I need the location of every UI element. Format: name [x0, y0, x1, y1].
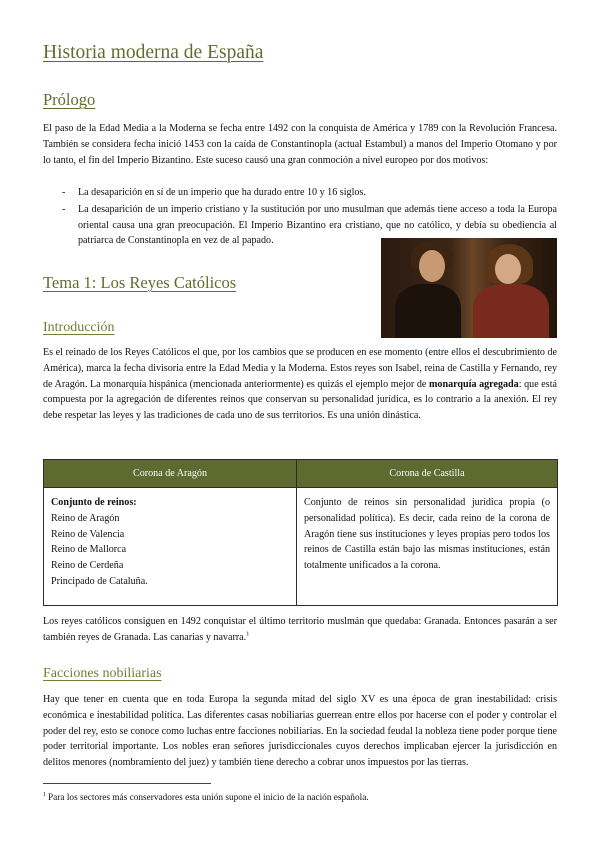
prologo-paragraph: El paso de la Edad Media a la Moderna se fecha entre 1492 con la conquista de América y 1789 con la Revolución Francesa. También se considera fecha inició 1453 con la caída de Constantinopla (actual Estambul) a manos del Imperio Otomano y por lo tanto, el fin del Imperio Bizantino. Este suceso causó una gran conmoción a nivel europeo por dos motivos: [43, 123, 557, 166]
list-item: Principado de Cataluña. [51, 575, 148, 587]
table-header-castilla: Corona de Castilla [297, 460, 558, 488]
bullet-marker: - [62, 187, 66, 198]
after-table-text: Los reyes católicos consiguen en 1492 conquistar el último territorio muslmán que quedaba: Granada. Entonces pasarán a ser también reyes de Granada. Las canarias y navarra. [43, 616, 557, 643]
footnote [43, 791, 369, 807]
document-title: Historia moderna de España [43, 42, 264, 63]
conjunto-reinos-title: Conjunto de reinos: [51, 497, 137, 508]
bullet-marker: - [62, 203, 66, 215]
bullet-text: La desaparición en sí de un imperio que ha durado entre 10 y 16 siglos. [78, 187, 366, 198]
list-item [43, 185, 557, 201]
list-item: Reino de Aragón [51, 512, 120, 524]
intro-text-part: : que está compuesta por la agregación de diferentes reinos que conservan su personalidad jurídica, es lo contrario a la anexión. El rey debe respetar las leyes y las tradiciones de cada uno de sus territorios. Es una unión dinástica. [43, 378, 557, 422]
table-header-aragon: Corona de Aragón [44, 460, 297, 488]
introduccion-paragraph [43, 345, 557, 424]
after-table-paragraph [43, 614, 557, 646]
facciones-paragraph: Hay que tener en cuenta que en toda Europa la segunda mitad del siglo XV es una época de gran inestabilidad: crisis económica e inestabilidad política. Las diferentes casas nobiliarias guerrean entre ellos por hacerse con el poder y controlar el poder del rey, esto se conoce como luchas entre facciones nobiliarias. En la sociedad feudal la nobleza tiene poder porque tiene poder territorial importante. Los nobles eran señores jurisdiccionales cuyos derechos implicaban ejercer la jurisdicción en delitos menores (nombramiento del juez) y también tiene derecho a cobrar unos impuestos por las tierras. [43, 694, 557, 769]
list-item: Reino de Mallorca [51, 544, 127, 556]
table-cell-castilla: Conjunto de reinos sin personalidad jurídica propia (o personalidad política). Es decir, cada reino de la corona de Aragón tiene sus instituciones y leyes propias pero todos los reinos de Castilla están bajo las mismas instituciones, están totalmente unificados a la corona. [297, 488, 558, 606]
footnote-divider [43, 783, 211, 784]
table-cell-aragon [44, 488, 297, 606]
introduccion-heading: Introducción [43, 320, 115, 335]
coronas-table [43, 459, 558, 606]
list-item: Reino de Cerdeña [51, 560, 124, 572]
reyes-catolicos-portrait-image [381, 238, 557, 338]
intro-bold-term: monarquía agregada [429, 378, 519, 390]
prologo-heading: Prólogo [43, 90, 96, 109]
footnote-reference[interactable]: 1 [246, 630, 250, 638]
list-item: Reino de Valencia [51, 528, 125, 540]
bullet-text: La desaparición de un imperio cristiano y la sustitución por uno musulman que además tiene acceso a toda la Europa oriental causa una gran preocupación. El Imperio Bizantino era cristiano, que no católico, y debía su obediencia al patriarca de Constantinopla en vez de al papado. [78, 203, 557, 247]
facciones-heading: Facciones nobiliarias [43, 666, 162, 681]
tema1-heading: Tema 1: Los Reyes Católicos [43, 273, 237, 292]
intro-text-part: Es el reinado de los Reyes Católicos el que, por los cambios que se producen en ese momento (entre ellos el descubrimiento de América), marca la fecha divisoria entre la Edad Media y la Moderna. Estos reyes son Isabel, reina de Castilla y Fernando, rey de Aragón. La monarquía hispánica (mencionada anteriormente) es quizás el ejemplo mejor de [43, 347, 557, 390]
footnote-number: 1 [43, 791, 46, 798]
footnote-text: Para los sectores más conservadores esta unión supone el inicio de la nación española. [48, 793, 369, 803]
